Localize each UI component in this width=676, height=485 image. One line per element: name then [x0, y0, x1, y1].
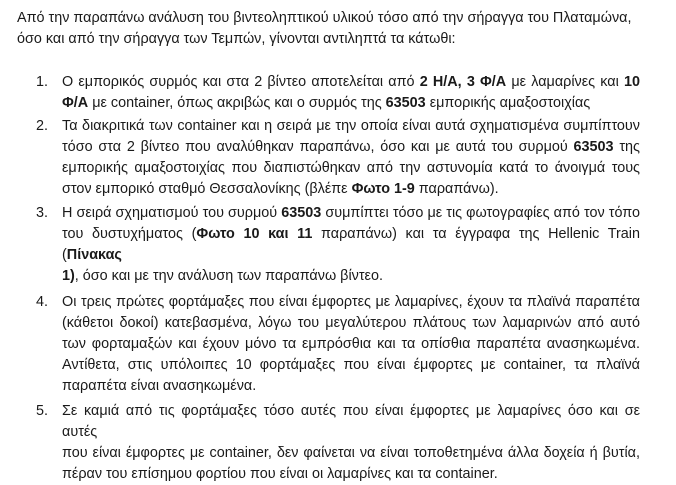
- item-number: 3.: [36, 205, 49, 221]
- list-item: [0, 292, 640, 397]
- item-line: Αντίθετα, στις υπόλοιπες 10 φορτάμαξες που είναι έμφορτες με container, τα πλαϊνά: [62, 357, 640, 373]
- item-line: Φ/Α με container, όπως ακριβώς και ο συρμός της 63503 εμπορικής αμαξοστοιχίας: [62, 95, 591, 111]
- item-line: πέραν του επίσημου φορτίου που είναι οι λαμαρίνες και τα container.: [62, 466, 498, 482]
- item-line: εμπορικής αμαξοστοιχίας που διαπιστώθηκαν από την αστυνομία κατά το άνοιγμά τους: [62, 160, 640, 176]
- list-item: [0, 72, 640, 114]
- item-line: στον εμπορικό σταθμό Θεσσαλονίκης (βλέπε Φωτο 1-9 παραπάνω).: [62, 181, 499, 197]
- item-number: 4.: [36, 294, 49, 310]
- list-item: [0, 401, 640, 485]
- item-line: 1), όσο και με την ανάλυση των παραπάνω βίντεο.: [62, 268, 383, 284]
- item-line: Ο εμπορικός συρμός και στα 2 βίντεο αποτελείται από 2 Η/Α, 3 Φ/Α με λαμαρίνες και 10: [62, 74, 640, 90]
- item-line: Η σειρά σχηματισμού του συρμού 63503 συμπίπτει τόσο με τις φωτογραφίες από τον τόπο: [62, 205, 640, 221]
- intro-line: όσο και από την σήραγγα των Τεμπών, γίνονται αντιληπτά τα κάτωθι:: [17, 31, 456, 47]
- item-number: 1.: [36, 74, 49, 90]
- findings-list: [0, 72, 676, 485]
- item-line: Σε καμιά από τις φορτάμαξες τόσο αυτές που είναι έμφορτες με λαμαρίνες όσο και σε αυτές: [62, 403, 640, 440]
- intro-paragraph: [17, 8, 657, 50]
- item-line: (κάθετοι δοκοί) κατεβασμένα, λόγω του μεγαλύτερου πλάτους των λαμαρινών από αυτό: [62, 315, 640, 331]
- item-line: του δυστυχήματος (Φωτο 10 και 11 παραπάνω) και τα έγγραφα της Hellenic Train (Πίνακας: [62, 226, 640, 263]
- intro-line: Από την παραπάνω ανάλυση του βιντεοληπτικού υλικού τόσο από την σήραγγα του Πλαταμώνα,: [17, 10, 632, 26]
- item-line: τόσο στα 2 βίντεο που αναλύθηκαν παραπάνω, όσο και με αυτά του συρμού 63503 της: [62, 139, 640, 155]
- item-line: των φορταμαξών και έχουν μόνο τα εμπρόσθια και τα οπίσθια παραπέτα ανασηκωμένα.: [62, 336, 640, 352]
- item-line: παραπέτα είναι ανασηκωμένα.: [62, 378, 257, 394]
- list-item: [0, 203, 640, 287]
- item-number: 2.: [36, 118, 49, 134]
- item-line: που είναι έμφορτες με container, δεν φαίνεται να είναι τοποθετημένα άλλα δοχεία ή βυτία,: [62, 445, 640, 461]
- item-line: Τα διακριτικά των container και η σειρά με την οποία είναι αυτά σχηματισμένα συμπίπτουν: [62, 118, 640, 134]
- item-number: 5.: [36, 403, 49, 419]
- list-item: [0, 116, 640, 200]
- item-line: Οι τρεις πρώτες φορτάμαξες που είναι έμφορτες με λαμαρίνες, έχουν τα πλαϊνά παραπέτα: [62, 294, 640, 310]
